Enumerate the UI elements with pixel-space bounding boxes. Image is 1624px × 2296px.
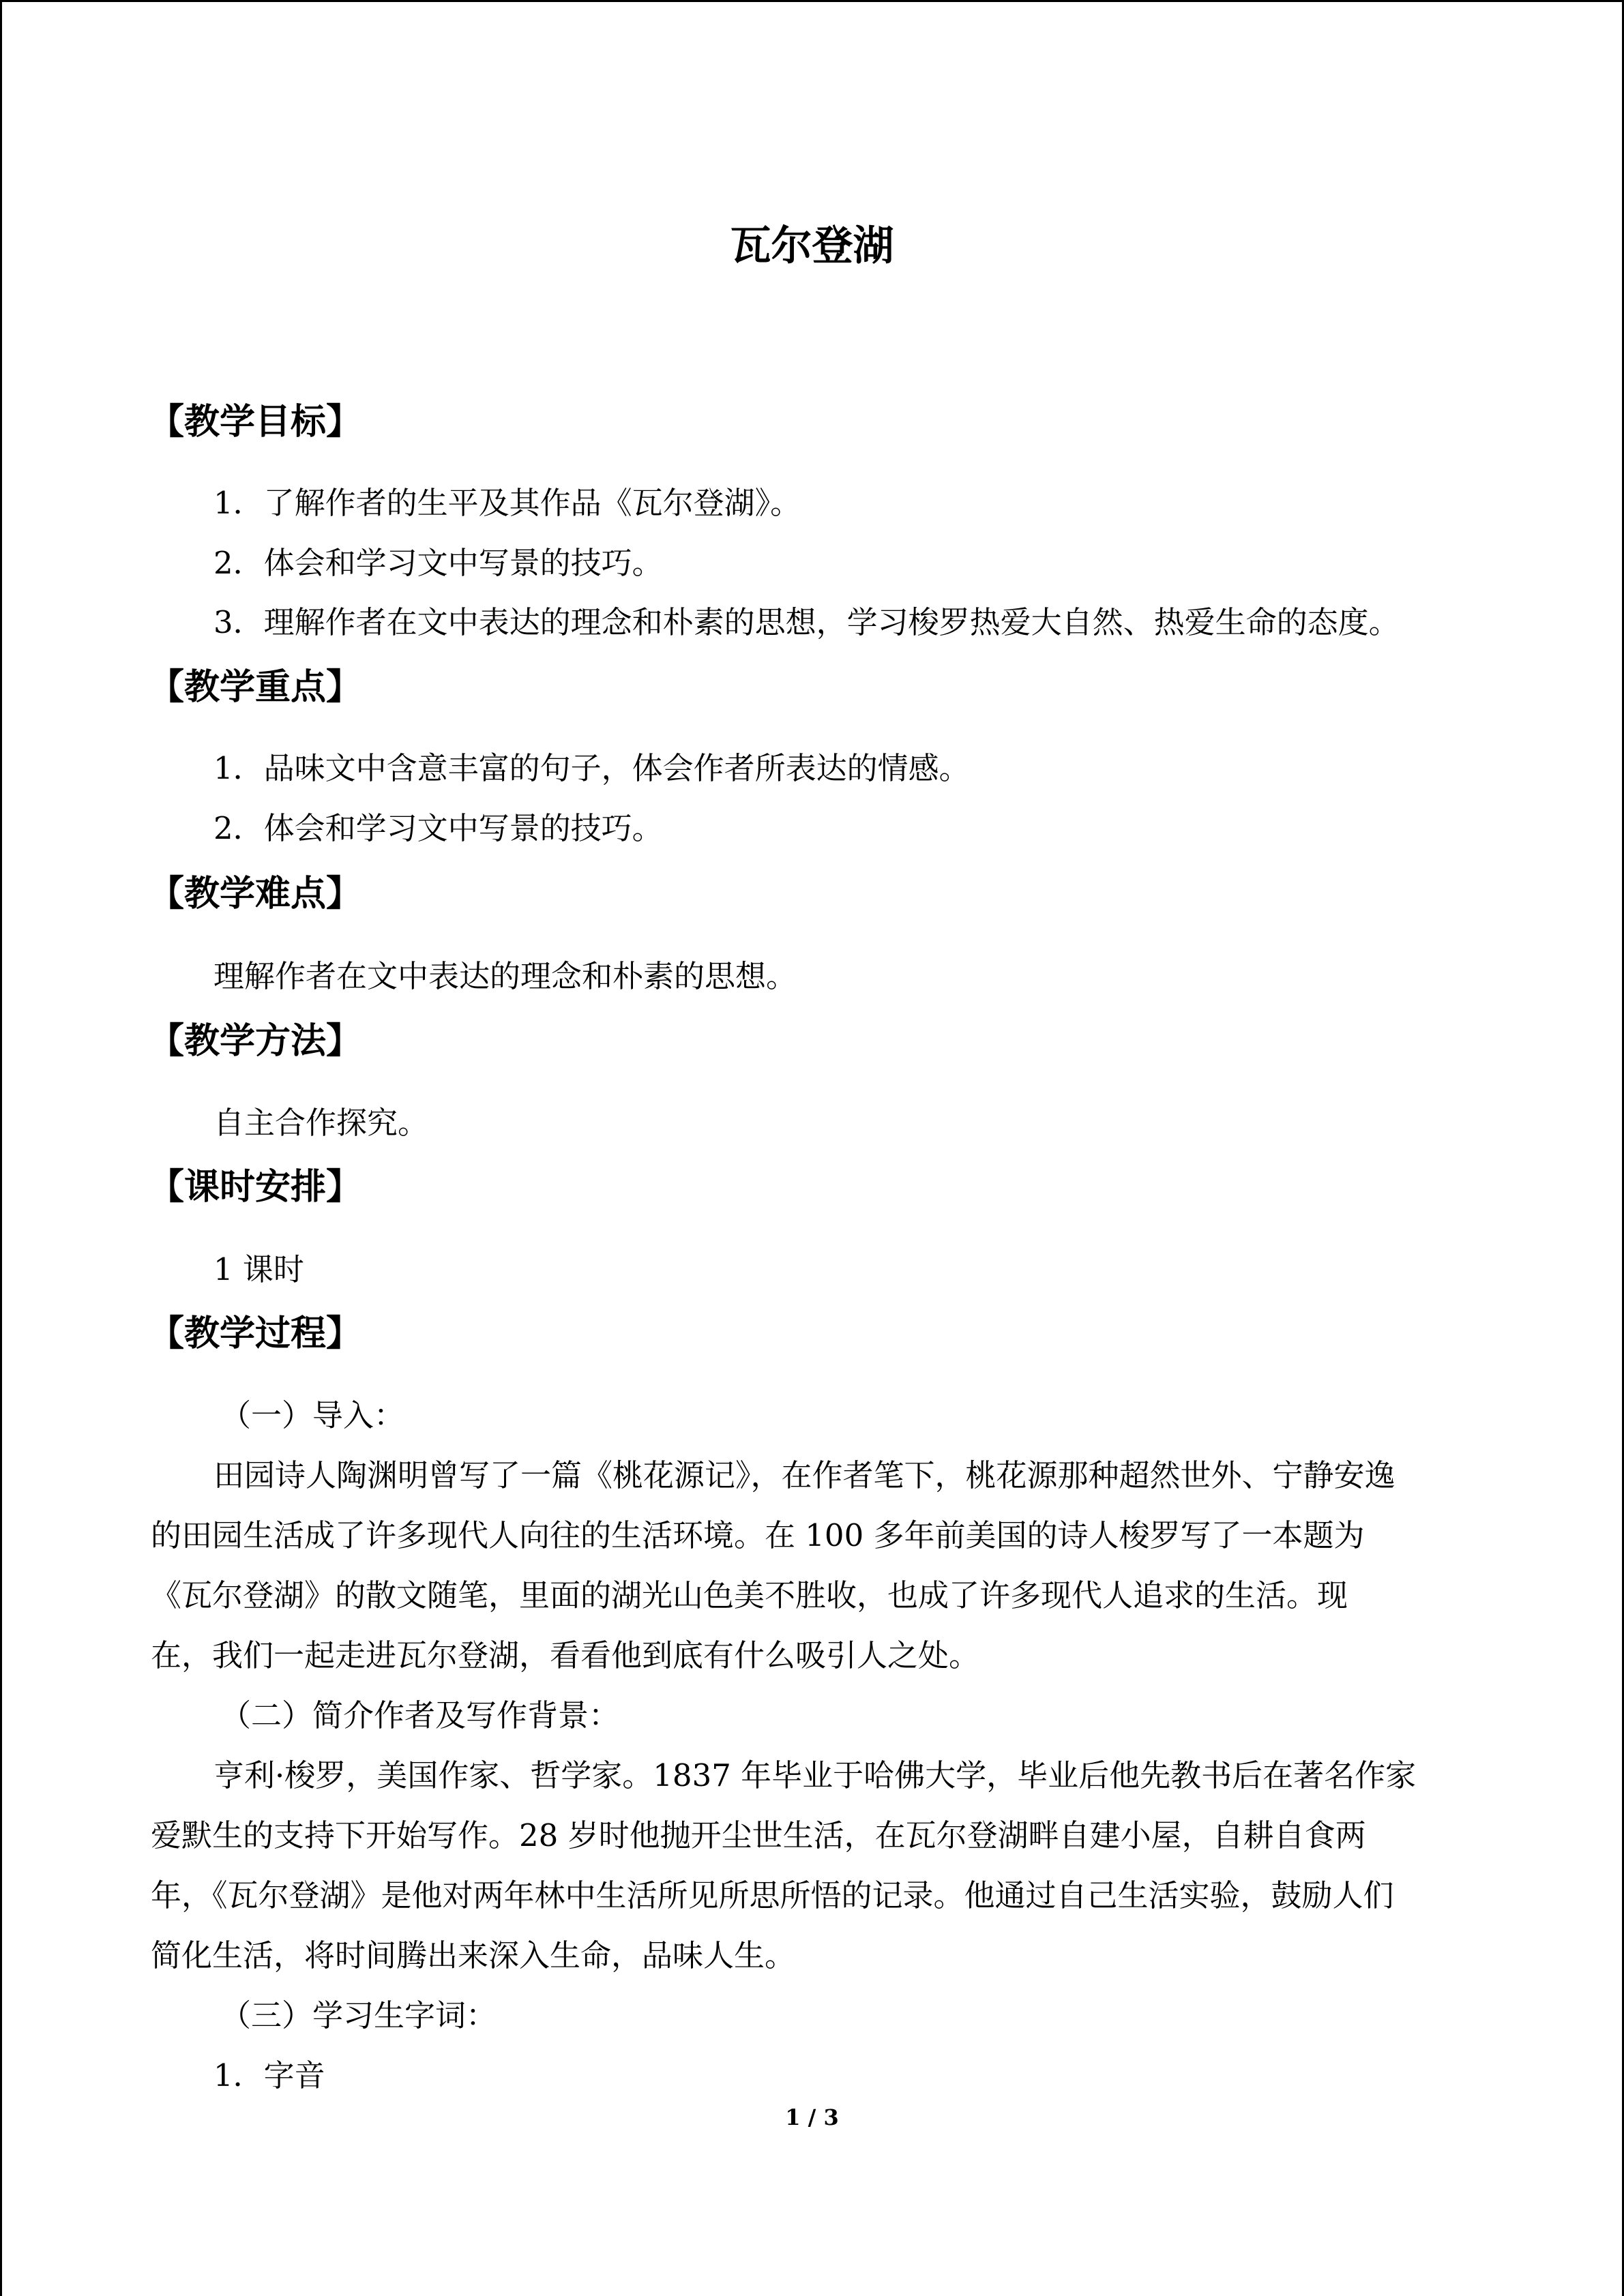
section-heading-methods: 【教学方法】 xyxy=(149,1021,362,1062)
intro-line-3: 《瓦尔登湖》的散文随笔，里面的湖光山色美不胜收，也成了许多现代人追求的生活。现 xyxy=(151,1577,1348,1613)
section-heading-goals: 【教学目标】 xyxy=(149,402,362,443)
goal-item-2: 2．体会和学习文中写景的技巧。 xyxy=(213,545,663,581)
section-heading-process: 【教学过程】 xyxy=(149,1313,362,1354)
author-line-4: 简化生活，将时间腾出来深入生命，品味人生。 xyxy=(151,1937,796,1973)
page-title: 瓦尔登湖 xyxy=(730,222,894,270)
goal-item-3: 3．理解作者在文中表达的理念和朴素的思想，学习梭罗热爱大自然、热爱生命的态度。 xyxy=(213,604,1400,640)
intro-line-1: 田园诗人陶渊明曾写了一篇《桃花源记》，在作者笔下，桃花源那种超然世外、宁静安逸 xyxy=(213,1457,1396,1493)
author-line-2: 爱默生的支持下开始写作。28 岁时他抛开尘世生活，在瓦尔登湖畔自建小屋，自耕自食两 xyxy=(151,1817,1366,1853)
key-point-item-1: 1．品味文中含意丰富的句子，体会作者所表达的情感。 xyxy=(213,750,970,786)
methods-text: 自主合作探究。 xyxy=(213,1105,429,1141)
vocab-item-1: 1．字音 xyxy=(213,2057,325,2093)
process-intro-label: （一）导入： xyxy=(220,1397,405,1433)
section-heading-schedule: 【课时安排】 xyxy=(149,1167,362,1208)
difficulties-text: 理解作者在文中表达的理念和朴素的思想。 xyxy=(213,958,797,994)
schedule-text: 1 课时 xyxy=(213,1251,304,1287)
author-line-3: 年，《瓦尔登湖》是他对两年林中生活所见所思所悟的记录。他通过自己生活实验，鼓励人们 xyxy=(151,1877,1394,1913)
intro-line-4: 在，我们一起走进瓦尔登湖，看看他到底有什么吸引人之处。 xyxy=(151,1637,980,1673)
section-heading-difficulties: 【教学难点】 xyxy=(149,874,362,914)
section-heading-key-points: 【教学重点】 xyxy=(149,667,362,708)
intro-line-2: 的田园生活成了许多现代人向往的生活环境。在 100 多年前美国的诗人梭罗写了一本题为 xyxy=(151,1517,1365,1553)
page-indicator: 1 / 3 xyxy=(785,2104,839,2130)
process-vocab-label: （三）学习生字词： xyxy=(220,1997,497,2033)
process-author-label: （二）简介作者及写作背景： xyxy=(220,1697,620,1733)
author-line-1: 亨利·梭罗，美国作家、哲学家。1837 年毕业于哈佛大学，毕业后他先教书后在著名作家 xyxy=(213,1757,1417,1793)
goal-item-1: 1．了解作者的生平及其作品《瓦尔登湖》。 xyxy=(213,485,801,521)
key-point-item-2: 2．体会和学习文中写景的技巧。 xyxy=(213,810,663,846)
